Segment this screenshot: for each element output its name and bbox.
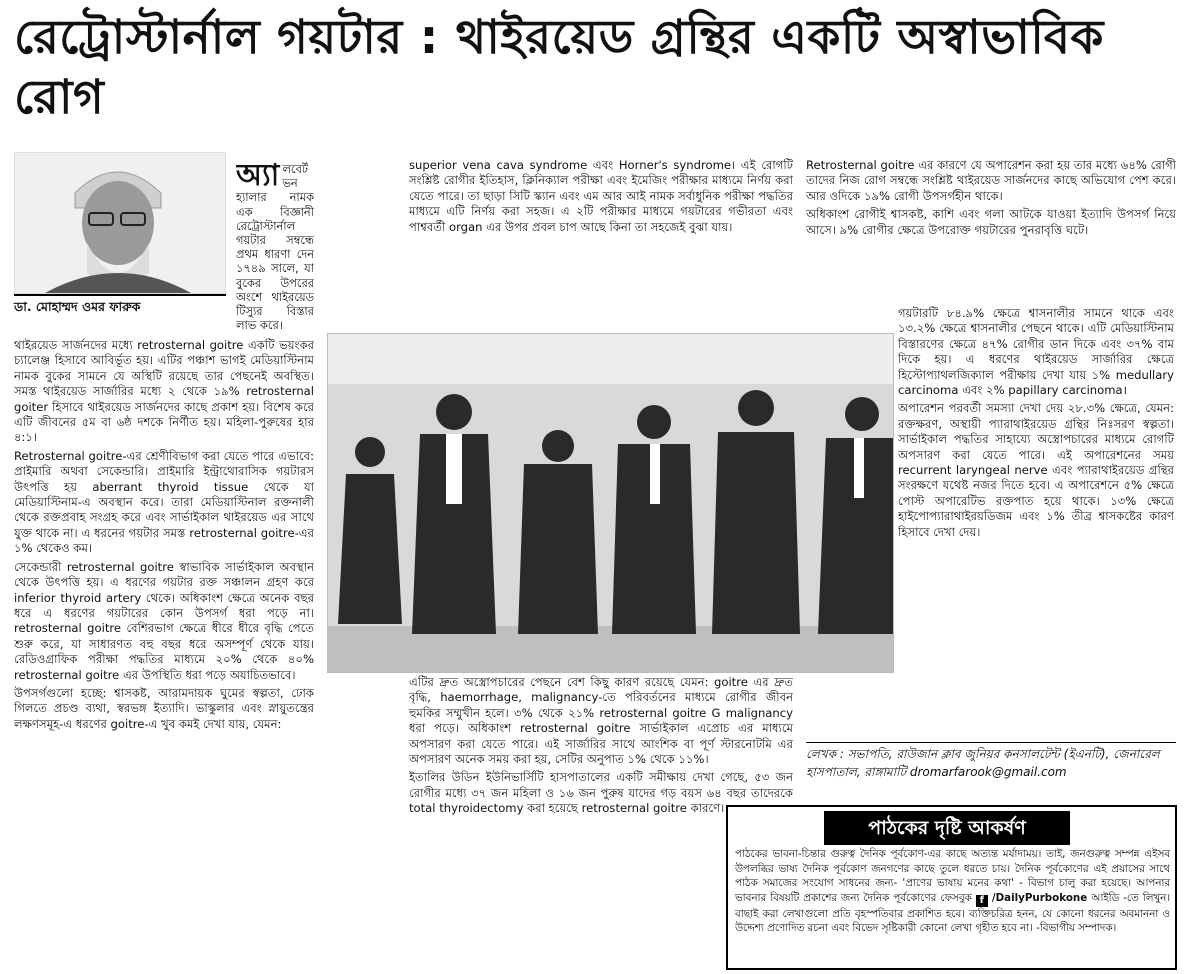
paragraph: superior vena cava syndrome এবং Horner's syndrome। এই রোগটি সংশ্লিষ্ট রোগীর ইতিহাস, ক্লিনিক্যাল পরীক্ষা এবং ইমেজিং পরীক্ষার মাধ্যমে নির্ণয় করা যেতে পারে। তা ছাড়া সিটি স্ক্যান এবং এম আর আই নামক সর্বাধুনিক পরীক্ষা পদ্ধতির মাধ্যমে এটি নির্ণয় করা সহজ। এ ২টি পরীক্ষার মাধ্যমে গয়টারের গভীরতা এবং পাশ্ববর্তী organ এর উপর প্রবল চাপ আছে কিনা তা সহজেই বুঝা যায়। xyxy=(409,158,793,234)
facebook-handle: /DailyPurbokone xyxy=(991,891,1088,904)
column-3-top xyxy=(806,158,1176,306)
notice-body xyxy=(735,847,1170,936)
author-byline: ডা. মোহাম্মদ ওমর ফারুক xyxy=(14,294,226,319)
intro-text: লবের্ট ভন হ্যালার নামক এক বিজ্ঞানী রেট্রোস্টার্নাল গয়টার সম্বন্ধে প্রথম ধারণা দেন ১৭৪৯ সালে, যা বুকের উপরের অংশে থাইরয়েড টিস্যুর বিস্তার লাভ করে। xyxy=(236,162,314,332)
paragraph: Retrosternal goitre এর কারণে যে অপারেশন করা হয় তার মধ্যে ৬৪% রোগী তাদের নিজ রোগ সম্বন্ধে সংশ্লিষ্ট থাইরয়েড সার্জনদের কাছে অভিযোগ পেশ করে। আর ওদিকে ১৯% রোগী উপসর্গহীন থাকে। xyxy=(806,158,1176,203)
notice-title: পাঠকের দৃষ্টি আকর্ষণ xyxy=(824,811,1070,845)
paragraph: অপারেশন পরবর্তী সমস্যা দেখা দেয় ২৮.৩% ক্ষেত্রে, যেমন: রক্তক্ষরণ, অস্থায়ী প্যারাথাইরয়েড গ্রন্থির নিঃসরণ স্বল্পতা। সার্ভাইকাল পদ্ধতির সাহায্যে অস্ত্রোপচারের মাধ্যমে রোগটি অপসারণ করা যেতে পারে। এই অপারেশনের সময় recurrent laryngeal nerve এবং প্যারাথাইরয়েড গ্রন্থির সংরক্ষণে যথেষ্ট নজর দিতে হবে। এ অপারেশনে ৫% ক্ষেত্রে পোস্ট অপারেটিভ রক্তপাত হয়ে থাকে। ১৩% ক্ষেত্রে হাইপোপ্যারাথাইরয়ডিজম এবং ১% তীব্র শ্বাসকষ্টের কারণ হিসাবে দেখা দেয়। xyxy=(898,401,1174,539)
paragraph: এটির দ্রুত অস্ত্রোপচারের পেছনে বেশ কিছু কারণ রয়েছে যেমন: goitre এর দ্রুত বৃদ্ধি, haemorrhage, malignancy-তে পরিবর্তনের মাধ্যমে রোগীর জীবন হুমকির সম্মুখীন হলে। ৩% থেকে ২১% retrosternal goitre G malignancy ধরা পড়ে। অধিকাংশ retrosternal goitre সার্ভাইকাল এপ্রোচ এর মাধ্যমে অপসারণ করা যেতে পারে। এই সার্জারির সাথে আংশিক বা পূর্ণ স্টারনোটমি এর অপসারণ অনেক সময় করা হয়, সেটির অনুপাত ১% থেকে ১১%। xyxy=(409,675,793,767)
column-1 xyxy=(14,338,314,968)
column-3-right xyxy=(898,306,1174,718)
notice-text: আইডি -তে লিখুন। বাছাই করা লেখাগুলো প্রতি বৃহস্পতিবার প্রকাশিত হবে। ব্যক্তিচরিত্র হনন, যে কোনো ধরনের অবমাননা ও উদ্দেশ্য প্রণোদিত রচনা এবং বিভেদ সৃষ্টিকারী কোনো লেখা গৃহীত হবে না। -বিভাগীয় সম্পাদক। xyxy=(735,891,1171,935)
author-note: লেখক : সভাপতি, রাউজান ক্লাব জুনিয়র কনসালটেন্ট (ইএনটি), জেনারেল হাসপাতাল, রাঙ্গামাটি dromarfarook@gmail.com xyxy=(806,742,1176,781)
notice-text: পাঠকের ভাবনা-চিন্তার গুরুত্ব দৈনিক পূর্বকোণ-এর কাছে অত্যন্ত মর্যাদাময়। তাই, জনগুরুত্ব সম্পন্ন এইসব উপলব্ধির ভাষ্য দৈনিক পূর্বকোণ জনগণের কাছে তুলে ধরতে চায়। দৈনিক পূর্বকোণের এই প্রয়াসের সাথে পাঠক সমাজের সংযোগ সাধনের জন্য- 'প্রাণের ভাষায় মনের কথা' - বিভাগ চালু করা হয়েছে। আপনার ভাবনার বিষয়টি প্রকাশের জন্য দৈনিক পূর্বকোণের ফেসবুক xyxy=(735,848,1170,904)
paragraph: গয়টারটি ৮৪.৯% ক্ষেত্রে শ্বাসনালীর সামনে থাকে এবং ১৩.২% ক্ষেত্রে শ্বাসনালীর পেছনে থাকে। এটি মেডিয়াস্টিনাম বিস্তারণের ক্ষেত্রে ৪৭% রোগীর ডান দিকে এবং ৩৭% বাম দিকে হয়। এ ধরণের থাইরয়েড সার্জারির ক্ষেত্রে হিস্টোপ্যাথলজিক্যাল পরীক্ষায় দেখা যায় ১% medullary carcinoma এবং ২% papillary carcinoma। xyxy=(898,306,1174,398)
paragraph: অধিকাংশ রোগীই শ্বাসকষ্ট, কাশি এবং গলা আটকে যাওয়া ইত্যাদি উপসর্গ নিয়ে আসে। ৯% রোগীর ক্ষেত্রে উপরোক্ত গয়টারের পুনরাবৃত্তি ঘটে। xyxy=(806,207,1176,237)
paragraph: ইতালির উডিন ইউনিভার্সিটি হাসপাতালের একটি সমীক্ষায় দেখা গেছে, ৫৩ জন রোগীর মধ্যে ৩৭ জন মহিলা ও ১৬ জন পুরুষ যাদের গড় বয়স ৬৪ বছর তাদেরকে total thyroidectomy করা হয়েছে retrosternal goitre কারণে। xyxy=(409,770,793,816)
paragraph: উপসর্গগুলো হচ্ছে: শ্বাসকষ্ট, আরামদায়ক ঘুমের স্বল্পতা, ঢোক গিলতে প্রচণ্ড ব্যথা, স্বরভঙ্গ ইত্যাদি। ভাস্কুলার এবং স্নায়ুতন্ত্রের লক্ষণসমূহ-এ ধরণের goitre-এ খুব কমই দেখা যায়, যেমন: xyxy=(14,685,314,731)
column-2-top xyxy=(409,158,793,328)
dropcap: অ্যা xyxy=(236,162,280,193)
paragraph: সেকেন্ডারী retrosternal goitre স্বাভাবিক সার্ভাইকাল অবস্থান থেকে উৎপত্তি হয়। এ ধরণের গয়টার রক্ত সঞ্চালন গ্রহণ করে inferior thyroid artery থেকে। অধিকাংশ ক্ষেত্রে অনেক বছর ধরে এ ধরণের গয়টারের কোন উপসর্গ ধরা পড়ে না। retrosternal goitre বেশিরভাগ ক্ষেত্রে ধীরে ধীরে বৃদ্ধি পেতে শুরু করে, যা সাধারণত বহু বছর ধরে অসম্পূর্ণ থেকে যায়। রেডিওগ্রাফিক পরীক্ষা পদ্ধতির মাধ্যমে ২০% থেকে ৪০% retrosternal goitre এর উপস্থিতি ধরা পড়ে অযাচিতভাবে। xyxy=(14,559,314,682)
paragraph: থাইরয়েড সার্জনদের মধ্যে retrosternal goitre একটি ভয়ংকর চ্যালেঞ্জ হিসাবে আবির্ভূত হয়। এটির পঞ্চাশ ভাগই মেডিয়াস্টিনাম নামক বুকের সামনে যে অস্থিটি রয়েছে তার পেছনেই অবস্থিত। সমস্ত থাইরয়েড সার্জারির মধ্যে ২ থেকে ১৯% retrosternal goiter হিসাবে থাইরয়েড সার্জনদের কাছে প্রকাশ হয়। বিশেষ করে এটি জীবনের ৫ম বা ৬ষ্ঠ দশকে নির্ণীত হয়। মহিলা-পুরুষের হার ৪:১। xyxy=(14,338,314,445)
reader-notice-box xyxy=(726,805,1177,970)
headline: রেট্রোস্টার্নাল গয়টার : থাইরয়েড গ্রন্থির একটি অস্বাভাবিক রোগ xyxy=(14,10,1104,125)
paragraph: Retrosternal goitre-এর শ্রেণীবিভাগ করা যেতে পারে এভাবে: প্রাইমারি অথবা সেকেন্ডারি। প্রাইমারি ইন্ট্রাথোরাসিক গয়টারস উৎপত্তি হয় aberrant thyroid tissue থেকে যা মেডিয়াস্টিনাম-এ অবস্থান করে। তারা মেডিয়াস্টিনাল রক্তনালী থেকে রক্তপ্রবাহ সংগ্রহ করে এবং সার্ভাইকাল থাইরয়েড এর সাথে যুক্ত থাকে না। এ ধরনের গয়টার সমস্ত retrosternal goitre-এর ১% থেকেও কম। xyxy=(14,448,314,556)
facebook-icon: f xyxy=(976,895,988,907)
author-portrait xyxy=(14,152,226,294)
group-photo xyxy=(327,333,894,673)
intro-column xyxy=(236,162,314,332)
